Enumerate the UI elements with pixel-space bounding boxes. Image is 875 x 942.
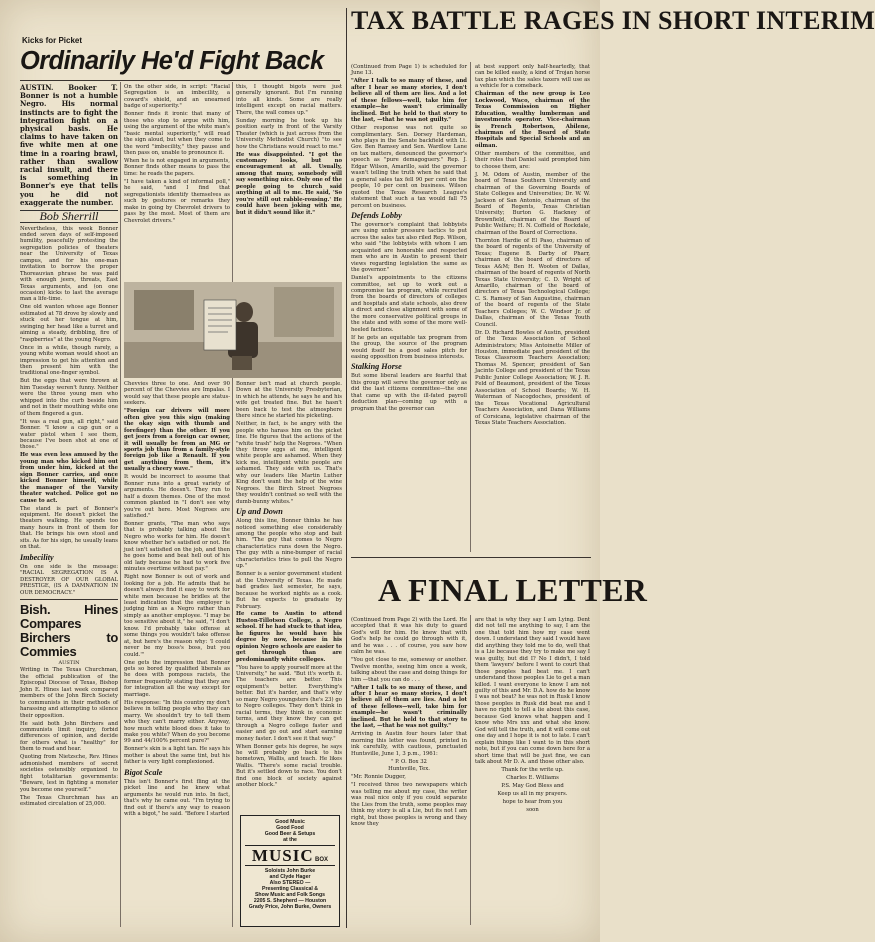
- column-5: [475, 64, 590, 552]
- headline-rule: [20, 80, 340, 81]
- ad-line: 2205 S. Shepherd — Houston: [253, 898, 327, 904]
- salutation: "Mr. Ronnie Dugger,: [351, 774, 406, 781]
- column-divider: [346, 8, 347, 928]
- body-paragraph: Bonner isn't mad at church people. Down at the University Presbyterian, in which he attends, he says he and his wife get treated fine. But he hasn't been back to test the atmosphere there since he started his picketing.: [236, 381, 342, 420]
- headline-tax-battle: TAX BATTLE RAGES IN SHORT INTERIM: [351, 6, 875, 35]
- column-4: [351, 64, 467, 552]
- body-paragraph: He said both John Birchers and communists limit inquiry, forbid differences of opinion, and decide for others what is "healthy" for them to read and hear.: [20, 720, 118, 753]
- body-paragraph: It would be incorrect to assume that Bonner runs into a great variety of arguments. He doesn't. They run to half a dozen themes. One of the most common planted in "I don't see why you're out here. Most Negroes are satisfied.": [124, 474, 230, 520]
- byline: Bob Sherrill: [20, 210, 118, 222]
- headline-ordinarily: Ordinarily He'd Fight Back: [20, 47, 324, 75]
- body-paragraph: Bonner grants, "The man who says that is probably talking about the Negro who works for him. He doesn't know whether he's satisfied or not. He just isn't satisfied on the job, and then he goes home and beat hell out of his old lady because he had to work five minutes overtime without pay.": [124, 521, 230, 573]
- body-paragraph: Once in a while, though rarely, a young white woman would shoot an impression to get his attention and then present him with the traditional one-finger symbol.: [20, 344, 118, 377]
- ad-logo: MUSIC: [251, 846, 314, 865]
- body-paragraph: This isn't Bonner's first fling at the picket line and he knew what arguments he would run into. In fact, that's why he came out. "I'm trying to find out if there's any way to reason with a bigot," he said. "Before I started: [124, 778, 230, 818]
- body-paragraph: Sunday morning he took up his position early in front of the Varsity Theater (which is just across from the University Methodist Church) "to see how the Christians would react to me.": [236, 117, 342, 150]
- subhead-defends-lobby: Defends Lobby: [351, 210, 402, 220]
- picket-photo: [124, 282, 342, 378]
- body-paragraph: One old wanton whose age Bonner estimated at 78 drove by slowly and stuck out her tongue at him, swinging her head like a turret and aiming a steady, dribbling, fire of "raspberries" at the young Negro.: [20, 304, 118, 343]
- body-paragraph: (Continued from Page 2) with the Lord. He accepted that it was his duty to guard God's will for him. He knew that with God's help he could go through with it, and he was . . . of course, you saw how calm he was.: [351, 617, 467, 656]
- body-paragraph-bold: "After I talk to so many of these, and after I hear so many stories, I don't believe all of them are lies. And a lot of these fellows—well, take him for example—he wasn't criminally inclined. But he held to that story to the last, —that he was not guilty.": [351, 684, 467, 730]
- letter-column-5: [475, 617, 590, 927]
- subhead-up-and-down: Up and Down: [236, 507, 283, 517]
- subhead-bigot-scale: Bigot Scale: [124, 767, 163, 777]
- body-paragraph: "It was a real gun, all right," said Bonner. "I know a cap gun or a water pistol when I see them, because I've been shot at one of those.": [20, 418, 118, 451]
- body-paragraph: "You got close to me, someway or another. Twelve months, seeing him once a week, talking about the case and doing things for him —that you can do . . .: [351, 657, 467, 683]
- body-paragraph: Nevertheless, this week Bonner ended seven days of self-imposed humility, peacefully protesting the segregation policies of theaters near the University of Texas campus, and for his one-man invitation to borrow the proper Thoreauvian phrase he was paid with enough jeers, threats, East Texas arguments, and (on one occasion) kicks to last the average man a life-time.: [20, 225, 118, 303]
- ad-line: Grady Price, John Burke, Owners: [248, 904, 332, 910]
- ad-line: Good Beer & Setups: [264, 831, 316, 837]
- story-divider: [20, 599, 118, 600]
- letter-column-4: [351, 617, 467, 927]
- ad-logo-tail: BOX: [315, 857, 329, 863]
- body-paragraph: Other response was not quite so complimentary. Sen. Dorsey Hardeman, who plays in the Senate backfield with Lt. Gov. Ben Ramsey and Sen. Wardlow Lane on tax matters, denounced the governor's speech as "pure demagoguery." Rep. J. Edgar Wilson, Amarillo, said the governor wasn't telling the truth when he said that a general sales tax fell 90 per cent on the people, 10 per cent on business. Wilson quoted the Texas Research League's statement that such a tax would fall 75 percent on business.: [351, 125, 467, 209]
- lede-paragraph: AUSTIN. Booker T. Bonner is not a humble Negro. His normal instincts are to fight the integration fight on a physical basis. He claims to have taken on five white men at one time in a roaring brawl, rather than swallow racial insult, and there is something in Bonner's eye that tells you he did not exaggerate the number.: [20, 83, 118, 207]
- body-paragraph: But some liberal leaders are fearful that this group will serve the governor only as did the last citizens committee—the one that came up with the ill-fated payroll deduction plan—coming up with a program that the governor can: [351, 373, 467, 412]
- dateline: AUSTIN: [58, 659, 80, 666]
- subhead-imbecility: Imbecility: [20, 552, 54, 562]
- body-paragraph: (Continued from Page 1) is scheduled for June 13.: [351, 64, 467, 77]
- body-paragraph: One gets the impression that Bonner gets so bored by qualified liberals as he does with pompous racists, the former frequently stating that they are for integration all the way except for marriage.: [124, 659, 230, 698]
- body-paragraph: Bonner is a senior government student at the University of Texas. He made bad grades last semester, he says, because he worked nights as a cook. But he expects to graduate by February.: [236, 571, 342, 610]
- column-divider: [232, 82, 233, 927]
- body-paragraph: If he gets an equitable tax program from the group, the source of the program would itself be a good sales pitch for easing opposition from business interests.: [351, 334, 467, 361]
- address-line: Huntsville, Tex.: [388, 766, 430, 773]
- body-paragraph: are that is why they say I am Lying. Dent did not tell me anything to say, I am the one that told him how my case went down. I understand they said I would have did anything they told me to do, well that is a Lie because they try to make me say I was guilty, but did I? No I didn't, I told them 'lawyers' before I went to court that those peoples had beat me. I can't understand those peoples Lie to get a man killed. I want everyone to know I am not guilty of this and Mr. D.A. how do he know I was not beat? he was not in Rusk I know those peoples in Rusk did beat me and I have no right to tell a lie about this case, because God knows what happen and I know who Mrs xxx and what she know. God will tell the truth, and it will come out one day and I hope it is not to late. I can't explain things like I want to in this short note, but if you can come down here for a short time that will be just fine, we can talk about Mr D. A. and those other also.: [475, 617, 590, 765]
- ad-line: at the: [283, 837, 297, 843]
- headline-bish-hines: Bish. Hines Compares Birchers to Commies: [20, 601, 118, 659]
- closing-line: P.S. May God Bless and: [501, 782, 564, 789]
- ad-line: and Clyde Hager: [269, 874, 311, 880]
- body-paragraph: Writing in The Texas Churchman, the official publication of the Episcopal Diocese of Texas, Bishop John E. Hines last week compared members of the John Birch Society to communists in their methods of harassing and attempting to silence their opposition.: [20, 667, 118, 719]
- body-paragraph: On the other side, in script: "Racial Segregation is an imbecility, a coward's shield, and an unearned badge of superiority.": [124, 84, 230, 110]
- signature-line: Charles E. Williams: [506, 774, 559, 781]
- kicker: Kicks for Picket: [22, 36, 83, 45]
- body-paragraph: When he is not engaged in arguments, Bonner finds other means to pass the time: he reads the papers.: [124, 157, 230, 177]
- body-paragraph: Quoting from Nietzsche, Rev. Hines admonished members of secret societies ostensibly organized to fight totalitarian governments: "Beware, lest in fighting a monster you become one yourself.": [20, 754, 118, 793]
- body-paragraph: His response: "In this country my don't believe in telling people who they can marry. We shouldn't try to tell them who they can't marry either. Anyway, how much white blood does it take to make you white? When do you become 99 and 44/100% percent pure?": [124, 699, 230, 745]
- column-1: [20, 84, 118, 926]
- body-paragraph: On one side is the message: "RACIAL SEGREGATION IS A DESTROYER OF OUR GLOBAL PRESTIGE, (IS A DAMNATION IN OUR DEMOCRACY.": [20, 563, 118, 596]
- body-paragraph: J. M. Odom of Austin, member of the board of Texas Southern University and chairman of the Governing Boards of State Colleges and Universities; Dr. W. W. Jackson of San Antonio, chairman of the Board of Regents, Texas Christian University; Burton G. Hackney of Brownfield, chairman of the Board of Public Welfare; H. N. Coffield of Rockdale, chairman of the Board of Corrections.: [475, 171, 590, 236]
- body-paragraph: "You have to apply yourself more at the University," he said. "But it's worth it. The teachers are better. This equipment's better. Everything's better. But it's harder, and that's why so many Negro youngsters (he's 23) go to Negro colleges. They don't think in racial terms, they think in economic terms, and they know they can get through a Negro college faster and easier and go out and start earning money faster. I don't see it that way.": [236, 664, 342, 742]
- body-paragraph: Bonner's skin is a light tan. He says his mother is about the same tint, but his father is very light complexioned.: [124, 746, 230, 766]
- story-divider: [351, 557, 591, 558]
- body-paragraph: The Texas Churchman has an estimated circulation of 25,000.: [20, 794, 118, 807]
- body-paragraph: Bonner finds it ironic that many of those who stop to argue with him, using the argument of the white man's "basic mental superiority," will read the sign aloud, but when they come to the word "imbecility," they pause and then pass on, unable to pronounce it.: [124, 111, 230, 157]
- ad-line: Also STEREO —: [269, 880, 311, 886]
- subhead-stalking-horse: Stalking Horse: [351, 362, 402, 372]
- body-paragraph: Neither, in fact, is he angry with the people who harass him on the picket line. He figures that the actions of the "white trash" help the Negroes. "When they throw eggs at me, intelligent white people are ashamed. When they kick me, intelligent white people are ashamed. They side with us. That's why our leaders like Martin Luther King don't want the help of the wine Negroes. the Birch Street Negroes they wouldn't contrast so well with the dumb-bunny whites.": [236, 421, 342, 505]
- body-paragraph: this, I thought bigots were just generally ignorant. But I'm running into all kinds. Some are really intelligent except on racial matters. There, the wall comes up.": [236, 84, 342, 116]
- ad-line: Good Food: [276, 825, 304, 831]
- body-paragraph: Thornton Hardie of El Paso, chairman of the board of regents of the University of Texas; Eugene B. Darby of Pharr, chairman of the board of directors of Texas A&M; Ben H. Wooten of Dallas, chairman of the board of regents of North Texas State University; C. D. Wright of Amarillo, chairman of the board of directors of Texas Technological College; C. S. Ramsey of San Augustine, chairman of the board of regents of the State Teachers Colleges; W. C. Windsor Jr. of Dallas, chairman of the Texas Youth Council.: [475, 237, 590, 328]
- headline-final-letter: A FINAL LETTER: [378, 572, 648, 608]
- column-3-top: [236, 84, 342, 280]
- body-paragraph: Right now Bonner is out of work and looking for a job. He admits that he doesn't always find it easy to work for white men because he bridles at the least indication that the employer is judging him as a Negro rather than simply as another employee. "I may be too sensitive about it," he said, "I don't know. I'd probably take offense at some things you wouldn't take offense at, but here's the reason why: 'I could never be my boss's boss, but you could.'": [124, 574, 230, 658]
- music-box-ad: [240, 815, 340, 927]
- body-paragraph: at best support only half-heartedly, that can be killed easily, a kind of Trojan horse tax plan which the sales taxers will use as a vehicle for a comeback.: [475, 64, 590, 90]
- column-divider: [470, 62, 471, 552]
- closing-line: Keep us all in my prayers.: [497, 790, 568, 797]
- closing-line: Thank for the write up.: [501, 766, 564, 773]
- body-paragraph-bold: He was disappointed. "I got the customary looks, but no encouragement at all. Usually, among that many, somebody will say something nice. Only one of the people going to church said anything at all to me. He said, 'So you're still out rabble-rousing.' He could have been joking with me, but it didn't sound like it.": [236, 151, 343, 216]
- photo-image: [124, 282, 342, 378]
- column-2-bottom: [124, 381, 230, 927]
- column-2-top: [124, 84, 230, 280]
- body-paragraph-bold: Chairman of the new group is Leo Lockwood, Waco, chairman of the Texas Commission on Higher Education, wealthy lumberman and investments operator. Vice-chairman is French Robertson, Abilene, chairman of the Board of State Hospitals and Special Schools and an oilman.: [475, 91, 590, 149]
- column-divider: [470, 615, 471, 925]
- body-paragraph: The stand is part of Bonner's equipment. He doesn't picket the theaters walking. He spends too many hours in front of them for that. He brings his own stool and sits. As for his sign, he usually leans on that.: [20, 505, 118, 551]
- column-3-bottom: [236, 381, 342, 811]
- address-line: " P. O. Box 32: [391, 758, 427, 765]
- closing-line: soon: [526, 806, 539, 813]
- body-paragraph: Other members of the committee, and their roles that Daniel said prompted him to choose them, are:: [475, 150, 590, 170]
- body-paragraph: But the eggs that were thrown at him Tuesday weren't funny. Neither were the three young men who whipped into the curb beside him and not in their mouthing white one of them fingered a gun.: [20, 378, 118, 417]
- body-paragraph-bold: He was even less amused by the young man who kicked him out from under him, kicked at the sign Bonner carries, and once kicked Bonner himself, while the manager of the Varsity theater watched. Police got no cause to act.: [20, 452, 118, 504]
- closing-line: hope to hear from you: [502, 798, 563, 805]
- column-divider: [120, 82, 121, 927]
- body-paragraph-bold: He came to Austin to attend Huston-Tillotson College, a Negro school. If he had stuck to that idea, he figures he would have his degree by now, because in his opinion Negro schools are easier to get through than are predominantly white colleges.: [236, 611, 342, 663]
- body-paragraph-bold: "After I talk to so many of these, and after I hear so many stories, I don't believe all of them are lies. And a lot of these fellows—well, take him for example—he wasn't criminally inclined. But he held to that story to the last, —that he was not guilty.": [351, 78, 467, 124]
- ad-line: Presenting Classical &: [262, 886, 318, 892]
- body-paragraph: "I received three two newspapers which was telling me about my case, the writer was real nice only if you could separate the Lies from the truth, some peoples may think my story is all a Lie, but its not I am right, but those peoples is wrong and they know they: [351, 782, 467, 828]
- body-paragraph: When Bonner gets his degree, he says he will probably go back to his hometown, Wallis, and teach. He likes Wallis. "There's some racial trouble. But it's settled down to race. You don't find one block of society against another block.": [236, 743, 342, 789]
- body-paragraph: Arriving in Austin four hours later that morning this letter was found, printed in ink carefully, with cautious, punctuated Huntsville, June 1, 3 p.m., 1961:: [351, 731, 467, 757]
- body-paragraph: "I have taken a kind of informal poll," he said, "and I find that segregationists identify themselves as such by gestures or remarks they make in going by Chevrolet drivers to pass by the most. Most of them are Chevrolet drivers.": [124, 178, 230, 224]
- ad-line: Soloists John Burke: [264, 868, 316, 874]
- body-paragraph-bold: "Foreign car drivers will more often give you this sign (making the okay sign with thumb and forefinger) than the other. If you get jeers from a foreign car owner, it will usually be from an MG or sports job than from a family-style foreign job like a Renault. If you get anything from them, it's usually a cheery wave.": [124, 408, 230, 473]
- ad-line: Good Music: [275, 819, 305, 825]
- ad-line: Show Music and Folk Songs: [254, 892, 326, 898]
- body-paragraph: Daniel's appointments to the citizens committee, set up to work out a compromise tax program, while recruited from the boards of directors of colleges and hospitals and state schools, also drew a direct and close alignment with some of the more conservative political groups in the state and with some of the more well-heeled factions.: [351, 275, 467, 333]
- body-paragraph: Chevvies three to one. And over 90 percent of the Chevvies are Impalas. I would say that these people are status-seekers.: [124, 381, 230, 407]
- body-paragraph: Along this line, Bonner thinks he has noticed something else considerably among the people who stop and bait him. "The guy that comes to Negro characteristics runs down the Negro. The guy with a nine-bumper of racial characteristics tries to pull the Negro up.": [236, 518, 342, 570]
- body-paragraph: The governor's complaint that lobbyists are using unfair pressure tactics to put across the sales tax also riled Rep. Wilson, who said "the lobbyists with whom I am acquainted are honorable and respected men who are in Austin to present their views regarding legislation the same as the governor.": [351, 221, 467, 274]
- body-paragraph: Dr. D. Richard Bowles of Austin, president of the Texas Association of School Administrators; Miss Antoinette Miller of Houston, immediate past president of the Texas Classroom Teachers Association; Thomas M. Spencer, president of San Jacinto College and president of the Texas Public Junior College Association; W. J. R. Feld of Beaumont, president of the Texas Association of School Boards; W. H. Waterman of Nacogdoches, president of the Texas Vocational Agricultural Teachers Association, and Dana Williams of Corsicana, legislative chairman of the Texas State Teachers Association.: [475, 329, 590, 426]
